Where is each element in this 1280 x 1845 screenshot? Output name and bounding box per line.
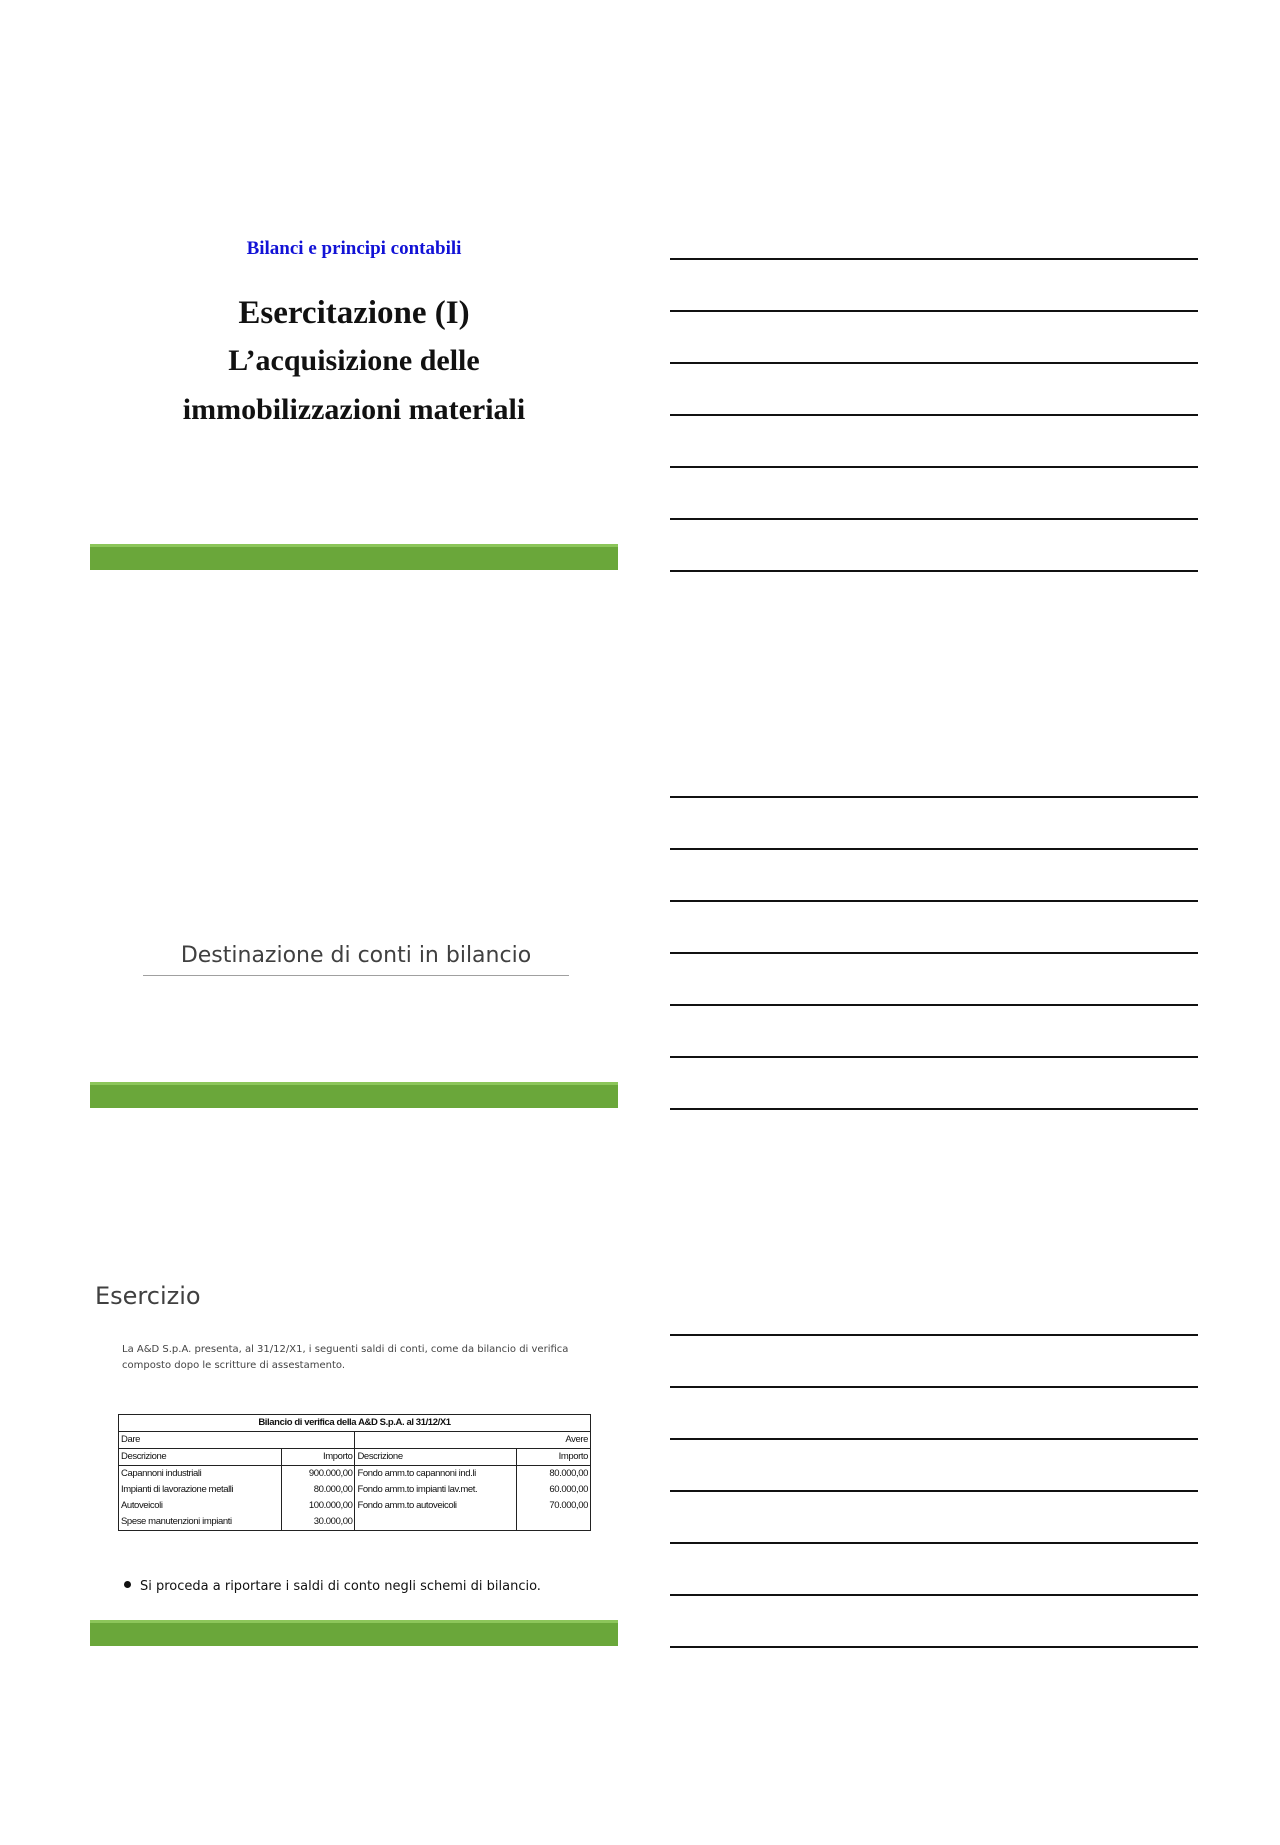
col-descrizione-avere: Descrizione <box>355 1449 517 1466</box>
notes-line <box>670 570 1198 572</box>
avere-description: Fondo amm.to autoveicoli <box>355 1498 517 1514</box>
table-row <box>119 1514 591 1531</box>
dare-amount: 100.000,00 <box>281 1498 355 1514</box>
notes-line <box>670 466 1198 468</box>
notes-line <box>670 518 1198 520</box>
slide-3-footer-bar <box>90 1620 618 1646</box>
notes-line <box>670 1646 1198 1648</box>
notes-line <box>670 310 1198 312</box>
slide-1-title-line-1: Esercitazione (I) <box>238 295 470 331</box>
notes-line <box>670 1056 1198 1058</box>
slide-1-title-line-3: immobilizzazioni materiali <box>182 393 526 426</box>
notes-line <box>670 1108 1198 1110</box>
avere-amount: 80.000,00 <box>517 1466 591 1483</box>
avere-header: Avere <box>355 1432 591 1449</box>
notes-line <box>670 1334 1198 1336</box>
slide-2-footer-bar <box>90 1082 618 1108</box>
avere-amount <box>517 1514 591 1531</box>
dare-header: Dare <box>119 1432 355 1449</box>
avere-description <box>355 1514 517 1531</box>
notes-line <box>670 952 1198 954</box>
notes-line <box>670 1542 1198 1544</box>
col-importo-avere: Importo <box>517 1449 591 1466</box>
bullet-dot-icon <box>124 1581 131 1588</box>
avere-description: Fondo amm.to impianti lav.met. <box>355 1482 517 1498</box>
bullet-text: Si proceda a riportare i saldi di conto negli schemi di bilancio. <box>140 1579 541 1594</box>
dare-description: Spese manutenzioni impianti <box>119 1514 282 1531</box>
dare-description: Impianti di lavorazione metalli <box>119 1482 282 1498</box>
notes-line <box>670 1490 1198 1492</box>
slide-1-footer-bar <box>90 544 618 570</box>
notes-line <box>670 1004 1198 1006</box>
table-caption: Bilancio di verifica della A&D S.p.A. al 31/12/X1 <box>119 1415 591 1432</box>
slide-1-title-line-2: L’acquisizione delle <box>228 344 480 377</box>
intro-line-1: La A&D S.p.A. presenta, al 31/12/X1, i seguenti saldi di conti, come da bilancio di verifica <box>122 1344 569 1355</box>
table-row <box>119 1466 591 1483</box>
notes-line <box>670 1438 1198 1440</box>
dare-description: Capannoni industriali <box>119 1466 282 1483</box>
trial-balance-table <box>118 1414 591 1531</box>
intro-line-2: composto dopo le scritture di assestamento. <box>122 1360 346 1371</box>
col-descrizione-dare: Descrizione <box>119 1449 282 1466</box>
avere-amount: 60.000,00 <box>517 1482 591 1498</box>
slide-3-intro <box>122 1342 602 1374</box>
avere-description: Fondo amm.to capannoni ind.li <box>355 1466 517 1483</box>
table-row <box>119 1498 591 1514</box>
notes-line <box>670 258 1198 260</box>
slide-3-bullet <box>124 1579 541 1594</box>
notes-line <box>670 900 1198 902</box>
dare-amount: 900.000,00 <box>281 1466 355 1483</box>
dare-description: Autoveicoli <box>119 1498 282 1514</box>
dare-amount: 80.000,00 <box>281 1482 355 1498</box>
dare-amount: 30.000,00 <box>281 1514 355 1531</box>
notes-line <box>670 1386 1198 1388</box>
avere-amount: 70.000,00 <box>517 1498 591 1514</box>
notes-line <box>670 848 1198 850</box>
slide-3-title: Esercizio <box>95 1282 201 1310</box>
course-title: Bilanci e principi contabili <box>246 238 462 259</box>
col-importo-dare: Importo <box>281 1449 355 1466</box>
slide-2-title: Destinazione di conti in bilancio <box>180 943 532 968</box>
notes-line <box>670 796 1198 798</box>
notes-line <box>670 362 1198 364</box>
notes-line <box>670 1594 1198 1596</box>
table-row <box>119 1482 591 1498</box>
slide-1-title <box>90 290 618 434</box>
notes-line <box>670 414 1198 416</box>
slide-2-title-rule <box>143 975 569 976</box>
